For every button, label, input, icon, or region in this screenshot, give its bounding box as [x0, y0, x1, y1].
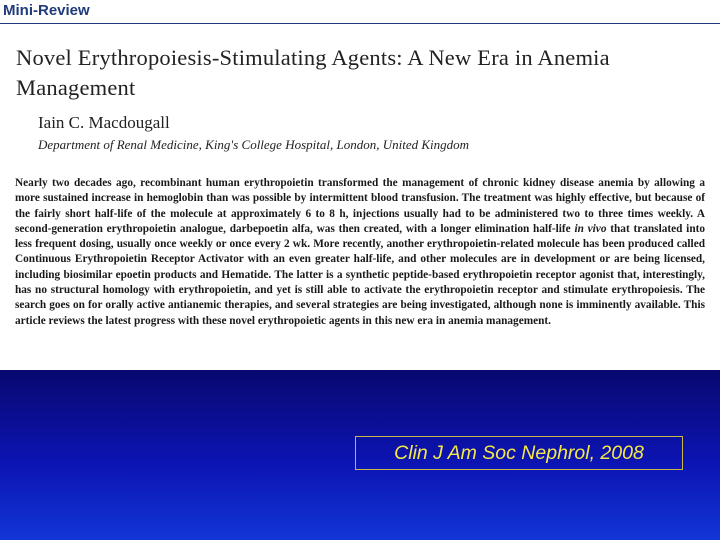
section-divider: [0, 23, 720, 24]
article-title: Novel Erythropoiesis-Stimulating Agents: A New Era in Anemia Management: [16, 45, 610, 100]
author-affiliation: Department of Renal Medicine, King's College Hospital, London, United Kingdom: [38, 137, 470, 152]
citation-text: Clin J Am Soc Nephrol, 2008: [394, 441, 644, 464]
section-label: Mini-Review: [3, 2, 90, 19]
abstract-text-part2: that translated into less frequent dosing, usually once weekly or once every 2 wk. More recently, another erythropoietin-related molecule has been produced called Continuous Erythropoietin Receptor Activator with an even greater half-life, and other molecules are in development or are being licensed, including biosimilar epoetin products and Hematide. The latter is a synthetic peptide-based erythropoietin receptor agonist that, interestingly, has no structural homology with erythropoietin, and yet is still able to activate the erythropoietin receptor and stimulate erythropoiesis. The search goes on for orally active antianemic therapies, and several strategies are being investigated, although none is imminently available. This article reviews the latest progress with these novel erythropoietic agents in this new era in anemia management.: [15, 222, 706, 327]
abstract-italic-term: in vivo: [574, 222, 607, 235]
article-author: Iain C. Macdougall: [38, 113, 170, 132]
abstract-text-part1: Nearly two decades ago, recombinant human erythropoietin transformed the management of chronic kidney disease anemia by allowing a more sustained increase in hemoglobin than was possible by intermittent blood transfusion. The treatment was highly effective, but because of the fairly short half-life of the molecule at approximately 6 to 8 h, injections usually had to be administered two to three times weekly. A second-generation erythropoietin analogue, darbepoetin alfa, was then created, with a longer elimination half-life: [15, 177, 705, 235]
citation-box: [355, 436, 683, 470]
article-abstract: [15, 176, 705, 329]
